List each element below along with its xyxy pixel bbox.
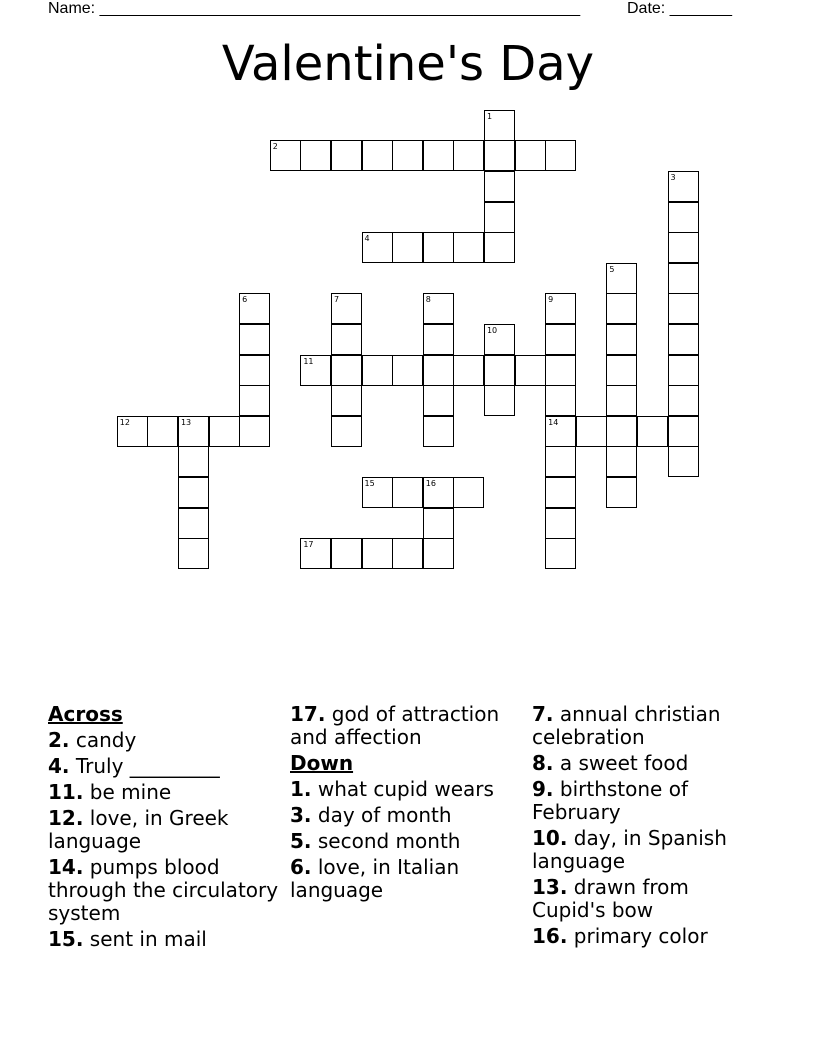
clue-text: drawn from Cupid's bow	[532, 875, 689, 922]
cell-number: 7	[333, 295, 340, 305]
down-clue	[290, 830, 522, 853]
grid-cell[interactable]	[545, 416, 576, 447]
clue-column-2	[290, 703, 522, 905]
grid-cell[interactable]	[545, 477, 576, 508]
grid-cell[interactable]	[178, 416, 209, 447]
grid-cell[interactable]	[423, 538, 454, 569]
cell-number: 6	[242, 295, 248, 305]
grid-cell[interactable]	[606, 324, 637, 355]
clue-number: 3.	[290, 803, 312, 827]
clue-text: annual christian celebration	[532, 702, 721, 749]
clue-column-3	[532, 703, 764, 951]
clue-text: day, in Spanish language	[532, 826, 727, 873]
clue-column-1	[48, 703, 280, 954]
across-clue	[48, 856, 280, 925]
grid-cell[interactable]	[668, 446, 699, 477]
grid-cell[interactable]	[668, 293, 699, 324]
clue-number: 5.	[290, 829, 312, 853]
grid-cell[interactable]	[515, 140, 546, 171]
clue-text: candy	[75, 728, 137, 752]
cell-number: 2	[272, 142, 278, 152]
page-title: Valentine's Day	[221, 36, 595, 92]
across-clue	[48, 729, 280, 752]
grid-cell[interactable]	[362, 477, 393, 508]
clue-text: be mine	[89, 780, 172, 804]
grid-cell[interactable]	[423, 477, 454, 508]
down-clue	[532, 876, 764, 922]
down-clue	[532, 925, 764, 948]
grid-cell[interactable]	[300, 140, 331, 171]
grid-cell[interactable]	[423, 324, 454, 355]
grid-cell[interactable]	[178, 508, 209, 539]
grid-cell[interactable]	[117, 416, 148, 447]
clue-text: what cupid wears	[317, 777, 494, 801]
grid-cell[interactable]	[484, 355, 515, 386]
cell-number: 17	[303, 540, 314, 550]
grid-cell[interactable]	[423, 416, 454, 447]
grid-cell[interactable]	[453, 232, 484, 263]
grid-cell[interactable]	[331, 293, 362, 324]
clue-number: 16.	[532, 924, 568, 948]
clue-text: god of attraction and affection	[290, 702, 500, 749]
clue-number: 10.	[532, 826, 568, 850]
clue-number: 7.	[532, 702, 554, 726]
down-clue	[290, 778, 522, 801]
grid-cell[interactable]	[178, 538, 209, 569]
grid-cell[interactable]	[453, 140, 484, 171]
grid-cell[interactable]	[362, 538, 393, 569]
grid-cell[interactable]	[453, 355, 484, 386]
cell-number: 4	[364, 234, 370, 244]
down-clue	[532, 778, 764, 824]
grid-cell[interactable]	[362, 232, 393, 263]
grid-cell[interactable]	[239, 293, 270, 324]
grid-cell[interactable]	[484, 140, 515, 171]
grid-cell[interactable]	[331, 324, 362, 355]
cell-number: 12	[119, 417, 130, 427]
grid-cell[interactable]	[668, 171, 699, 202]
grid-cell[interactable]	[331, 355, 362, 386]
grid-cell[interactable]	[423, 385, 454, 416]
grid-cell[interactable]	[423, 355, 454, 386]
down-clue	[532, 752, 764, 775]
clue-number: 17.	[290, 702, 326, 726]
grid-cell[interactable]	[300, 355, 331, 386]
grid-cell[interactable]	[606, 263, 637, 294]
grid-cell[interactable]	[606, 293, 637, 324]
grid-cell[interactable]	[484, 202, 515, 233]
grid-cell[interactable]	[331, 538, 362, 569]
grid-cell[interactable]	[239, 355, 270, 386]
down-heading: Down	[290, 751, 354, 775]
grid-cell[interactable]	[545, 324, 576, 355]
across-heading: Across	[48, 702, 123, 726]
grid-cell[interactable]	[545, 446, 576, 477]
grid-cell[interactable]	[545, 293, 576, 324]
clue-text: Truly _________	[75, 754, 220, 778]
down-clue	[290, 804, 522, 827]
across-clue	[48, 755, 280, 778]
clue-text: sent in mail	[89, 927, 207, 951]
grid-cell[interactable]	[331, 140, 362, 171]
grid-cell[interactable]	[300, 538, 331, 569]
grid-cell[interactable]	[423, 140, 454, 171]
grid-cell[interactable]	[545, 140, 576, 171]
grid-cell[interactable]	[484, 385, 515, 416]
date-blank[interactable]: _______	[669, 0, 732, 17]
grid-cell[interactable]	[453, 477, 484, 508]
name-label: Name:	[48, 0, 96, 17]
grid-cell[interactable]	[362, 355, 393, 386]
grid-cell[interactable]	[484, 232, 515, 263]
grid-cell[interactable]	[606, 416, 637, 447]
grid-cell[interactable]	[209, 416, 240, 447]
clue-text: second month	[317, 829, 461, 853]
cell-number: 10	[486, 325, 498, 335]
grid-cell[interactable]	[178, 446, 209, 477]
clue-number: 12.	[48, 806, 84, 830]
cell-number: 16	[425, 478, 436, 488]
grid-cell[interactable]	[637, 416, 668, 447]
grid-cell[interactable]	[545, 355, 576, 386]
grid-cell[interactable]	[576, 416, 607, 447]
grid-cell[interactable]	[606, 446, 637, 477]
grid-cell[interactable]	[668, 385, 699, 416]
cell-number: 15	[364, 478, 375, 488]
down-clue	[532, 703, 764, 749]
cell-number: 1	[486, 111, 493, 121]
clue-number: 2.	[48, 728, 70, 752]
grid-cell[interactable]	[545, 538, 576, 569]
grid-cell[interactable]	[392, 538, 423, 569]
across-clue	[48, 928, 280, 951]
grid-cell[interactable]	[668, 416, 699, 447]
grid-cell[interactable]	[484, 110, 515, 141]
grid-cell[interactable]	[668, 263, 699, 294]
clue-text: primary color	[573, 924, 708, 948]
grid-cell[interactable]	[668, 202, 699, 233]
grid-cell[interactable]	[668, 324, 699, 355]
grid-cell[interactable]	[331, 385, 362, 416]
grid-cell[interactable]	[239, 385, 270, 416]
grid-cell[interactable]	[515, 355, 546, 386]
grid-cell[interactable]	[239, 416, 270, 447]
grid-cell[interactable]	[545, 508, 576, 539]
grid-cell[interactable]	[147, 416, 178, 447]
grid-cell[interactable]	[423, 293, 454, 324]
grid-cell[interactable]	[362, 140, 393, 171]
cell-number: 9	[548, 295, 554, 305]
name-blank[interactable]: ______________________________________________________	[99, 0, 581, 17]
clue-number: 15.	[48, 927, 84, 951]
grid-cell[interactable]	[423, 232, 454, 263]
grid-cell[interactable]	[484, 171, 515, 202]
clue-number: 4.	[48, 754, 70, 778]
grid-cell[interactable]	[606, 385, 637, 416]
across-clue	[48, 807, 280, 853]
clue-text: pumps blood through the circulatory system	[48, 855, 279, 925]
down-clue	[532, 827, 764, 873]
cell-number: 8	[425, 295, 431, 305]
across-clue	[290, 703, 522, 749]
grid-cell[interactable]	[423, 508, 454, 539]
clue-number: 11.	[48, 780, 84, 804]
clue-text: love, in Italian language	[290, 855, 460, 902]
grid-cell[interactable]	[668, 355, 699, 386]
cell-number: 5	[609, 264, 615, 274]
clue-number: 13.	[532, 875, 568, 899]
grid-cell[interactable]	[392, 477, 423, 508]
grid-cell[interactable]	[178, 477, 209, 508]
grid-cell[interactable]	[392, 355, 423, 386]
clue-number: 6.	[290, 855, 312, 879]
clue-number: 14.	[48, 855, 84, 879]
cell-number: 11	[303, 356, 314, 366]
grid-cell[interactable]	[606, 355, 637, 386]
grid-cell[interactable]	[270, 140, 301, 171]
grid-cell[interactable]	[331, 416, 362, 447]
grid-cell[interactable]	[545, 385, 576, 416]
clue-text: love, in Greek language	[48, 806, 229, 853]
clue-text: day of month	[317, 803, 452, 827]
clue-text: a sweet food	[559, 751, 689, 775]
grid-cell[interactable]	[239, 324, 270, 355]
grid-cell[interactable]	[392, 232, 423, 263]
grid-cell[interactable]	[668, 232, 699, 263]
down-clue	[290, 856, 522, 902]
date-label: Date:	[627, 0, 666, 17]
across-clue	[48, 781, 280, 804]
grid-cell[interactable]	[484, 324, 515, 355]
cell-number: 13	[180, 417, 192, 427]
cell-number: 14	[548, 417, 559, 427]
clue-number: 8.	[532, 751, 554, 775]
grid-cell[interactable]	[606, 477, 637, 508]
grid-cell[interactable]	[392, 140, 423, 171]
clue-number: 1.	[290, 777, 312, 801]
clue-number: 9.	[532, 777, 554, 801]
clue-text: birthstone of February	[532, 777, 688, 824]
cell-number: 3	[670, 172, 676, 182]
